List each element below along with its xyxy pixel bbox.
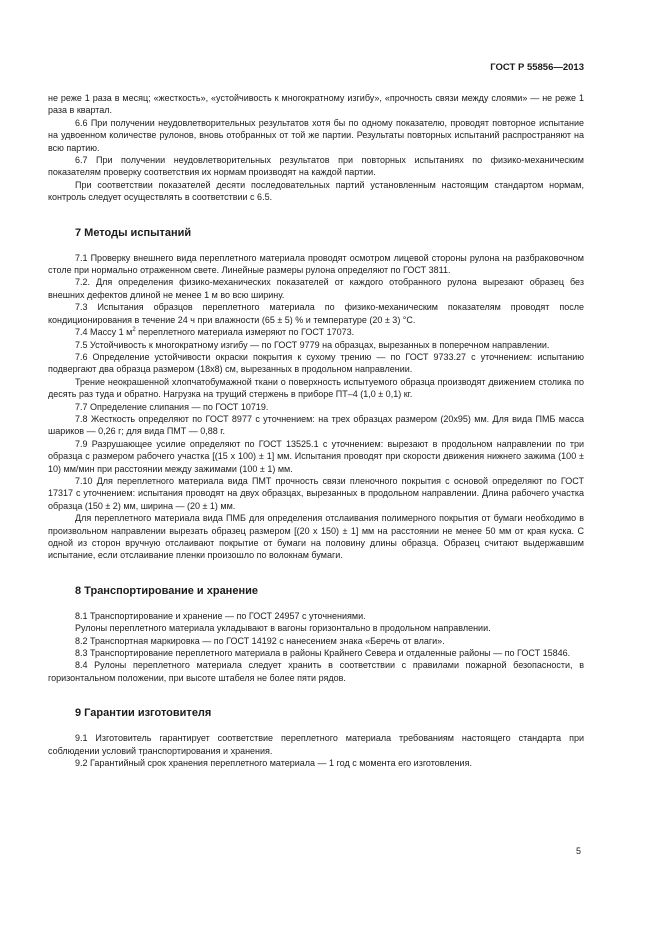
paragraph-7-4: 7.4 Массу 1 $м^2$ переплетного материала измеряют по ГОСТ 17073. [75,327,355,338]
paragraph-7-1: 7.1 Проверку внешнего вида переплетного материала проводят осмотром лицевой стороны рулона на разбраковочном столе при нормально отраженном свете. Линейные размеры рулона определяют по ГОСТ 3811. [48,252,584,276]
paragraph-7-6: 7.6 Определение устойчивости окраски покрытия к сухому трению — по ГОСТ 9733.27 с уточнением: испытанию подвергают два образца размером (18x8) см, вырезанных в продольном направлении. [48,351,584,375]
standard-code-header: ГОСТ Р 55856—2013 [490,62,584,73]
paragraph-8-3: 8.3 Транспортирование переплетного материала в районы Крайнего Севера и отдаленные районы — по ГОСТ 15846. [75,648,571,659]
paragraph-8-2: 8.2 Транспортная маркировка — по ГОСТ 14192 с нанесением знака «Беречь от влаги». [75,635,445,646]
paragraph: При соответствии показателей десяти последовательных партий установленным настоящим стандартом нормам, контроль следует осуществлять в соответствии с 6.5. [48,179,584,203]
paragraph-7-2: 7.2. Для определения физико-механических показателей от каждого отобранного рулона вырезают образец без внешних дефектов длиной не менее 1 м во всю ширину. [48,277,584,300]
page-number: 5 [575,846,581,856]
paragraph: Рулоны переплетного материала укладывают в вагоны горизонтально в продольном направлении. [75,623,491,634]
paragraph-7-9: 7.9 Разрушающее усилие определяют по ГОСТ 13525.1 с уточнением: вырезают в продольном направлении по три образца с размером рабочего участка [(15 x 100) ± 1] мм. Испытания проводят при скорости движения нижнего зажима (100 ± 10) мм/мин при расстоянии между зажимами (100 ± 1) мм. [48,438,584,474]
paragraph-7-5: 7.5 Устойчивость к многократному изгибу — по ГОСТ 9779 на образцах, вырезанных в поперечном направлении. [75,339,550,350]
section-7-heading: 7 Методы испытаний [75,226,192,239]
paragraph-7-7: 7.7 Определение слипания — по ГОСТ 10719. [75,401,269,412]
section-8-heading: 8 Транспортирование и хранение [75,584,258,597]
paragraph-8-4: 8.4 Рулоны переплетного материала следует хранить в соответствии с правилами пожарной безопасности, в горизонтальном положении, при высоте штабеля не более пяти рядов. [48,660,584,683]
paragraph: не реже 1 раза в месяц; «жесткость», «устойчивость к многократному изгибу», «прочность связи между слоями» — не реже 1 раза в квартал. [48,93,584,116]
paragraph-7-3: 7.3 Испытания образцов переплетного материала по физико-механическим показателям проводят после кондиционирования в течение 24 ч при влажности (65 ± 5) % и температуре (20 ± 3) °С. [48,302,584,325]
paragraph-9-1: 9.1 Изготовитель гарантирует соответствие переплетного материала требованиям настоящего стандарта при соблюдении условий транспортирования и хранения. [48,733,584,756]
paragraph-7-8: 7.8 Жесткость определяют по ГОСТ 8977 с уточнением: на трех образцах размером (20x95) мм. Для вида ПМБ масса шариков — 0,26 г; для вида ПМТ — 0,88 г. [48,413,584,437]
page-content [48,92,584,769]
paragraph: Трение неокрашенной хлопчатобумажной ткани о поверхность испытуемого образца производят движением столика по десять раз туда и обратно. Нагрузка на трущий стержень в приборе ПТ–4 (1,0 ± 0,1) кг. [48,376,584,400]
paragraph-7-10: 7.10 Для переплетного материала вида ПМТ прочность связи пленочного покрытия с основой определяют по ГОСТ 17317 с уточнением: испытания проводят на двух образцах, вырезанных в продольном направлении. Длина рабочего участка образца (150 ± 2) мм, ширина — (20 ± 1) мм. [48,475,584,511]
paragraph-9-2: 9.2 Гарантийный срок хранения переплетного материала — 1 год с момента его изготовления. [75,758,472,769]
paragraph: Для переплетного материала вида ПМБ для определения отслаивания полимерного покрытия от бумаги необходимо в произвольном направлении вырезать образец размером [(20 x 150) ± 1] мм на расстоянии не менее 50 мм от края куска. С одной из сторон вручную отслаивают покрытие от бумаги на половину длины образца. Образец считают выдержавшим испытание, если отслаивание пленки произошло по волокнам бумаги. [48,513,584,561]
paragraph-6-6: 6.6 При получении неудовлетворительных результатов хотя бы по одному показателю, проводят повторное испытание на удвоенном количестве рулонов, вновь отобранных от той же партии. Результаты повторных испытаний распространяют на всю партию. [48,117,584,153]
paragraph-8-1: 8.1 Транспортирование и хранение — по ГОСТ 24957 с уточнениями. [75,610,366,621]
section-9-heading: 9 Гарантии изготовителя [75,707,212,720]
paragraph-6-7: 6.7 При получении неудовлетворительных результатов при повторных испытаниях по физико-механическим показателям проверку соответствия их нормам производят на каждой партии. [48,155,584,178]
